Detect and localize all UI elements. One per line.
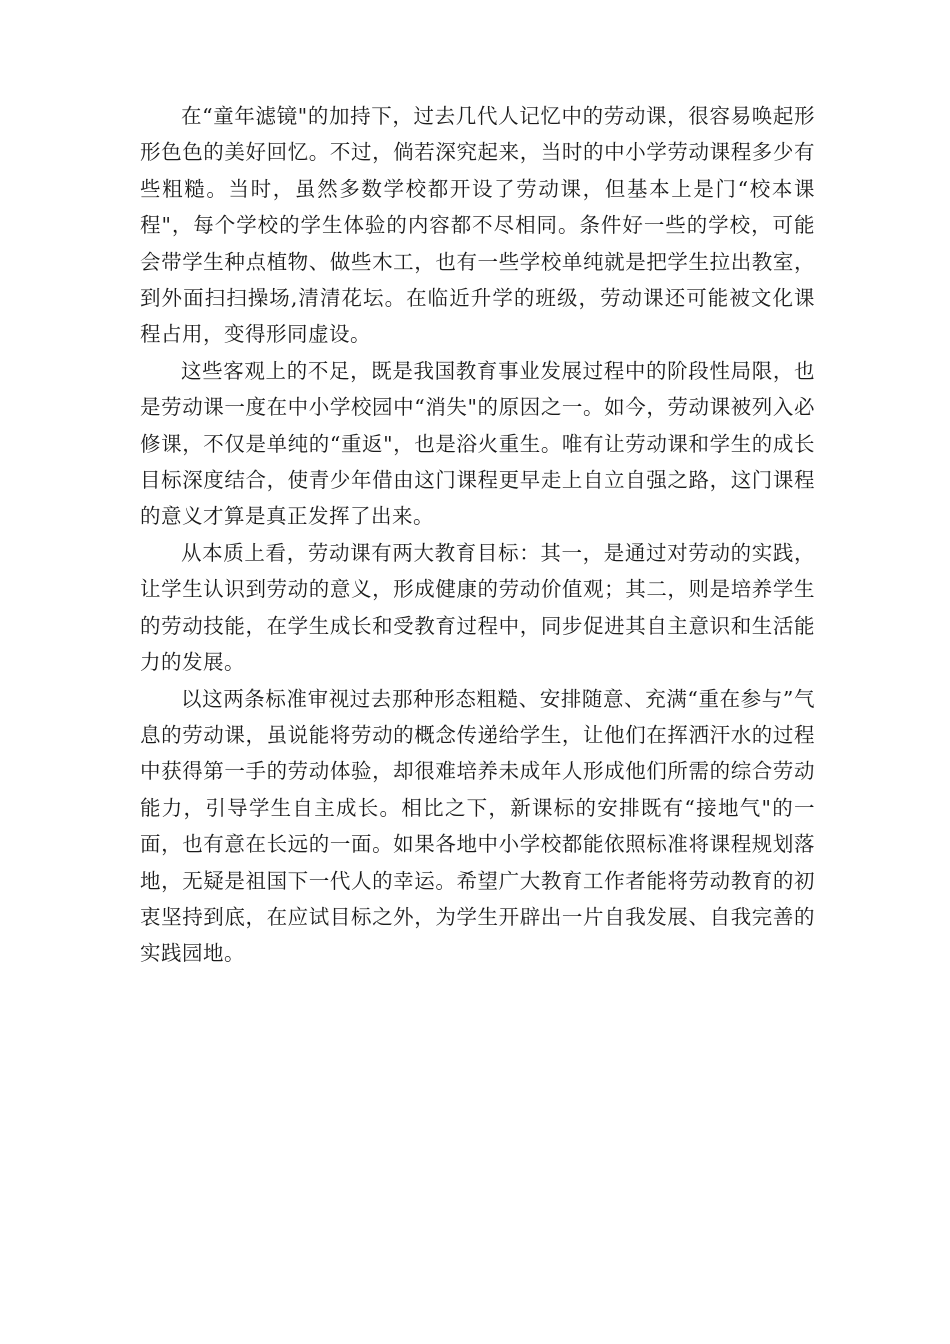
paragraph-3: 从本质上看，劳动课有两大教育目标：其一，是通过对劳动的实践，让学生认识到劳动的意义，形成健康的劳动价值观；其二，则是培养学生的劳动技能，在学生成长和受教育过程中，同步促进其自主意识和生活能力的发展。 [140,540,815,675]
paragraph-2: 这些客观上的不足，既是我国教育事业发展过程中的阶段性局限，也是劳动课一度在中小学校园中“消失"的原因之一。如今，劳动课被列入必修课，不仅是单纯的“重返"，也是浴火重生。唯有让劳动课和学生的成长目标深度结合，使青少年借由这门课程更早走上自立自强之路，这门课程的意义才算是真正发挥了出来。 [140,358,815,529]
paragraph-1: 在“童年滤镜"的加持下，过去几代人记忆中的劳动课，很容易唤起形形色色的美好回忆。不过，倘若深究起来，当时的中小学劳动课程多少有些粗糙。当时，虽然多数学校都开设了劳动课，但基本上是门“校本课程"，每个学校的学生体验的内容都不尽相同。条件好一些的学校，可能会带学生种点植物、做些木工，也有一些学校单纯就是把学生拉出教室，到外面扫扫操场,清清花坛。在临近升学的班级，劳动课还可能被文化课程占用，变得形同虚设。 [140,104,815,347]
paragraph-4: 以这两条标准审视过去那种形态粗糙、安排随意、充满“重在参与”气息的劳动课，虽说能将劳动的概念传递给学生，让他们在挥洒汗水的过程中获得第一手的劳动体验，却很难培养未成年人形成他们所需的综合劳动能力，引导学生自主成长。相比之下，新课标的安排既有“接地气"的一面，也有意在长远的一面。如果各地中小学校都能依照标准将课程规划落地，无疑是祖国下一代人的幸运。希望广大教育工作者能将劳动教育的初衷坚持到底，在应试目标之外，为学生开辟出一片自我发展、自我完善的实践园地。 [140,686,815,966]
document-page [140,98,815,972]
